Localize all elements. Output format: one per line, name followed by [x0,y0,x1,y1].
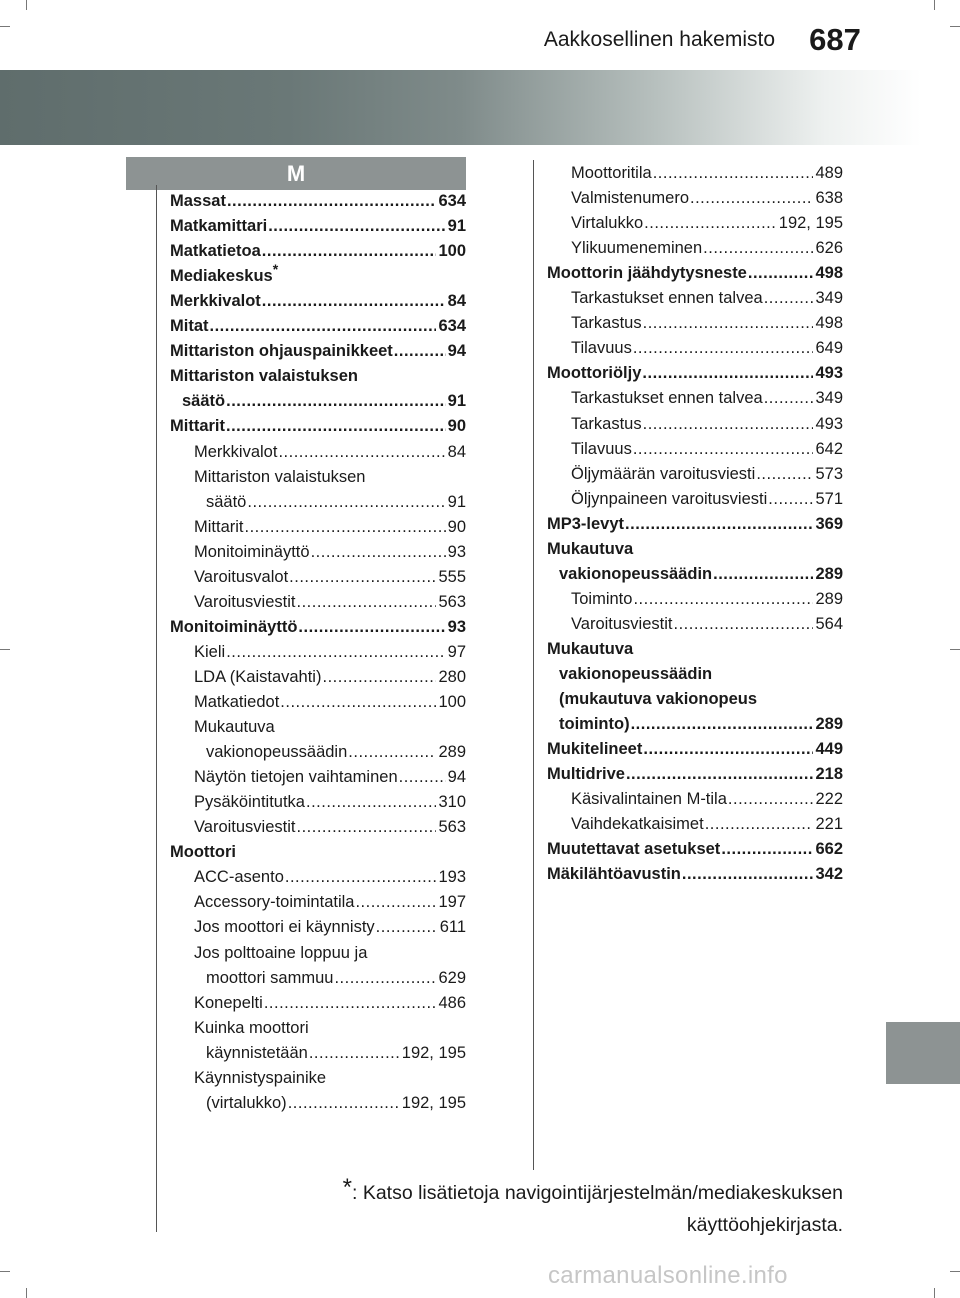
leader-dots [653,161,814,186]
leader-dots [644,211,777,236]
index-entry-label: Matkamittari [170,217,268,236]
crop-mark [26,0,27,10]
index-entry-label: vakionopeussäädin [206,743,348,762]
left-column-rule [156,185,157,1232]
index-entry-page: 634 [438,192,466,210]
leader-dots [262,239,437,264]
leader-dots [703,236,813,261]
index-entry [559,662,843,687]
index-entry-label: Massat [170,192,226,210]
index-entry-label: Moottori [170,843,236,862]
index-entry-label: Moottoriöljy [547,364,642,383]
index-entry-label: (virtalukko) [206,1093,287,1112]
crop-mark [0,649,10,650]
leader-dots [643,412,814,437]
index-entry [547,862,843,887]
index-entry-page: 192, 195 [778,214,843,233]
leader-dots [311,540,446,565]
leader-dots [625,512,813,537]
index-entry-label: Konepelti [194,993,263,1012]
index-entry-label: Varoitusvalot [194,567,289,586]
footnote-star: * [342,1174,352,1201]
leader-dots [306,790,436,815]
index-entry-label: Mukautuva [547,639,634,658]
leader-dots [682,862,814,887]
leader-dots [322,665,436,690]
index-entry-page: 634 [438,317,466,336]
index-entry [206,966,466,991]
index-entry-page: 222 [815,790,843,809]
index-entry-label: moottori sammuu [206,968,334,987]
index-entry-page: 342 [815,865,843,884]
index-entry [571,286,843,311]
index-entry-page: 486 [438,993,466,1012]
index-entry-label: Tarkastus [571,314,642,333]
index-entry [547,537,843,562]
index-entry-page: 349 [815,389,843,408]
index-entry-label: Merkkivalot [170,292,261,311]
index-entry-page: 93 [447,617,466,636]
index-entry-page: 289 [815,589,843,608]
index-entry-page: 493 [815,414,843,433]
index-entry-label: Öljymäärän varoitusviesti [571,464,756,483]
index-entry-label: Käynnistyspainike [194,1068,327,1087]
index-entry [559,687,843,712]
index-entry-page: 289 [815,715,843,734]
leader-dots [764,386,814,411]
index-entry [194,590,466,615]
index-entry-label: Jos polttoaine loppuu ja [194,943,368,962]
index-entry-label: Mukitelineet [547,740,643,759]
index-entry [194,715,466,740]
index-entry-page: 349 [815,289,843,308]
index-entry-page: 629 [438,968,466,987]
index-entry-label: Matkatiedot [194,693,280,711]
leader-dots [756,462,813,487]
index-entry [194,1016,466,1041]
index-entry-label: ACC-asento [194,868,284,887]
leader-dots [642,361,813,386]
index-entry [571,787,843,812]
leader-dots [278,440,445,465]
index-entry-label: toiminto) [559,715,630,734]
index-entry-label: Varoitusviestit [194,592,296,611]
index-entry-page: 563 [438,592,466,611]
index-entry-label: Valmistenumero [571,189,689,208]
index-entry [194,690,466,715]
index-entry-label: Käsivalintainen M-tila [571,790,727,809]
index-entry-label: Kieli [194,642,226,661]
index-entry-label: Vaihdekatkaisimet [571,815,704,834]
footnote-marker: * [272,261,279,278]
index-entry-label: Moottorin jäähdytysneste [547,264,747,283]
leader-dots [394,339,446,364]
index-entry-page: 193 [438,868,466,887]
index-entry-label: Mittariston ohjauspainikkeet [170,342,393,361]
leader-dots [268,214,445,239]
index-entry-page: 218 [815,765,843,784]
index-entry-label: Varoitusviestit [571,614,673,633]
index-entry [547,361,843,386]
leader-dots [643,311,814,336]
index-entry [194,890,466,915]
leader-dots [334,966,436,991]
index-entry-label: Mittarit [170,417,225,436]
leader-dots [226,640,445,665]
index-entry [547,637,843,662]
index-entry [194,565,466,590]
leader-dots [247,490,445,515]
leader-dots [768,487,813,512]
index-entry-label: Tilavuus [571,339,632,358]
leader-dots [626,762,814,787]
crop-mark [0,1271,10,1272]
index-entry-page: 289 [815,564,843,583]
index-entry-label: Tarkastukset ennen talvea [571,389,763,408]
index-entry-page: 571 [815,489,843,508]
index-entry [547,737,843,762]
index-entry [170,339,466,364]
leader-dots [705,812,814,837]
crop-mark [950,649,960,650]
index-entry-label: Mediakeskus* [170,261,279,286]
index-entry-label: Matkatietoa [170,242,261,261]
index-entry-page: 94 [447,342,466,361]
leader-dots [227,189,437,214]
leader-dots [631,712,814,737]
index-entry-page: 563 [438,818,466,837]
column-divider [533,160,534,1170]
index-entry-label: Öljynpaineen varoitusviesti [571,489,768,508]
crop-mark [26,1288,27,1298]
index-entry-page: 498 [815,264,843,283]
index-entry-page: 498 [815,314,843,333]
index-entry-page: 493 [815,364,843,383]
index-entry [194,790,466,815]
leader-dots [226,414,446,439]
index-entry [571,812,843,837]
index-entry [194,915,466,940]
footnote-line-2: käyttöohjekirjasta. [686,1214,843,1236]
leader-dots [298,615,445,640]
leader-dots [245,515,446,540]
leader-dots [296,590,436,615]
index-entry-label: Mittariston valaistuksen [194,467,366,486]
index-entry-page: 626 [815,239,843,258]
index-entry [194,815,466,840]
index-entry [194,640,466,665]
index-entry-label: MP3-levyt [547,514,625,533]
index-entry-label: Monitoiminäyttö [170,617,298,636]
index-entry [547,762,843,787]
index-entry-label: Multidrive [547,765,625,784]
index-entry-label: Tarkastukset ennen talvea [571,289,763,308]
index-entry-page: 84 [447,442,466,461]
crop-mark [934,1288,935,1298]
leader-dots [713,562,813,587]
index-entry [206,1041,466,1066]
index-entry [194,991,466,1016]
leader-dots [376,915,438,940]
index-entry-label: Tilavuus [571,439,632,458]
leader-dots [748,261,814,286]
index-entry-label: Toiminto [571,589,633,608]
index-entry-page: 280 [438,667,466,686]
index-entry-page: 662 [815,840,843,859]
crop-mark [950,26,960,27]
leader-dots [210,314,437,339]
index-entry-page: 489 [815,164,843,182]
index-entry-label: Mittarit [194,517,244,536]
crop-mark [0,26,10,27]
leader-dots [348,740,436,765]
index-entry-page: 611 [439,918,466,937]
index-entry-page: 555 [438,567,466,586]
leader-dots [728,787,814,812]
index-entry [571,336,843,361]
leader-dots [673,612,813,637]
footnote-line-1: *: Katso lisätietoja navigointijärjestelmän/mediakeskuksen [342,1174,843,1204]
index-entry-label: Muutettavat asetukset [547,840,721,859]
index-entry-page: 97 [447,642,466,661]
leader-dots [285,865,437,890]
index-entry [571,236,843,261]
leader-dots [262,289,446,314]
index-entry-page: 91 [447,392,466,411]
index-entry-page: 573 [815,464,843,483]
index-entry-label: Merkkivalot [194,442,278,461]
index-entry-page: 197 [438,893,466,912]
index-entry-page: 91 [447,492,466,511]
index-entry-label: Kuinka moottori [194,1018,309,1037]
index-entry [571,211,843,236]
leader-dots [643,737,813,762]
index-entry [206,740,466,765]
index-entry [194,440,466,465]
index-entry-label: Tarkastus [571,414,642,433]
watermark: carmanualsonline.info [548,1262,788,1289]
index-entry-label: Ylikuumeneminen [571,239,703,258]
index-entry [194,865,466,890]
index-entry-page: 642 [815,439,843,458]
index-entry-page: 90 [447,417,466,436]
leader-dots [280,690,436,715]
index-entry [571,462,843,487]
index-entry [547,512,843,537]
index-entry [571,437,843,462]
index-entry [194,1066,466,1091]
index-entry [194,765,466,790]
index-entry-page: 449 [815,740,843,759]
page-number: 687 [809,22,861,57]
index-entry [571,161,843,186]
index-entry-label: LDA (Kaistavahti) [194,667,322,686]
crop-mark [934,0,935,10]
index-entry-label: Jos moottori ei käynnisty [194,918,375,937]
index-entry-page: 369 [815,514,843,533]
index-entry-page: 564 [815,614,843,633]
index-entry-label: säätö [206,492,247,511]
index-entry-label: Näytön tietojen vaihtaminen [194,768,398,787]
leader-dots [296,815,436,840]
index-entry [170,261,466,289]
leader-dots [633,587,813,612]
index-entry [194,540,466,565]
index-entry-page: 100 [438,693,466,711]
index-entry [571,186,843,211]
index-entry [547,837,843,862]
index-side-tab [886,1022,960,1084]
index-entry-page: 192, 195 [401,1093,466,1112]
index-entry-page: 192, 195 [401,1043,466,1062]
index-entry [194,941,466,966]
index-entry-label: Mukautuva [194,718,275,737]
index-entry-page: 649 [815,339,843,358]
index-entry [571,412,843,437]
leader-dots [309,1041,400,1066]
index-entry-page: 638 [815,189,843,208]
index-entry [194,515,466,540]
index-entry-page: 310 [438,793,466,812]
index-entry [194,465,466,490]
index-entry-label: vakionopeussäädin [559,665,713,683]
index-entry [194,665,466,690]
index-entry-label: Monitoiminäyttö [194,542,310,561]
leader-dots [288,1091,400,1116]
index-entry-label: käynnistetään [206,1043,308,1062]
index-entry [170,414,466,439]
index-entry-label: Mäkilähtöavustin [547,865,681,884]
leader-dots [764,286,814,311]
index-entry [571,587,843,612]
index-entry [170,840,466,865]
index-entry [206,490,466,515]
index-entry [571,487,843,512]
index-entry-page: 90 [447,517,466,536]
leader-dots [721,837,813,862]
leader-dots [690,186,813,211]
index-entry [547,261,843,286]
leader-dots [289,565,436,590]
index-entry [559,562,843,587]
index-entry-page: 289 [438,743,466,762]
header-band [0,70,960,145]
crop-mark [950,1271,960,1272]
leader-dots [633,336,814,361]
index-entry-page: 221 [815,815,843,834]
index-entry-label: Pysäköintitutka [194,793,305,812]
index-entry [170,314,466,339]
leader-dots [226,389,446,414]
leader-dots [355,890,436,915]
index-entry [170,289,466,314]
index-entry-label: Varoitusviestit [194,818,296,837]
index-entry [170,214,466,239]
index-entry-label: Mittariston valaistuksen [170,367,358,386]
index-entry [170,239,466,264]
leader-dots [633,437,814,462]
header-title: Aakkosellinen hakemisto [543,28,775,51]
index-entry [571,612,843,637]
index-entry-page: 91 [447,217,466,236]
index-entry-page: 84 [447,292,466,311]
index-entry [571,311,843,336]
index-entry-label: Mukautuva [547,539,634,558]
leader-dots [399,765,446,790]
index-entry-label: Moottoritila [571,164,652,182]
index-entry-label: Accessory-toimintatila [194,893,355,912]
index-entry [559,712,843,737]
index-entry-label: (mukautuva vakionopeus [559,690,758,709]
index-entry-page: 100 [438,242,466,261]
index-entry-label: säätö [182,392,226,411]
index-entry-page: 93 [447,542,466,561]
index-entry-page: 94 [447,768,466,787]
footnote [270,1172,843,1241]
index-entry [206,1091,466,1116]
section-letter-bar: M [126,157,466,190]
leader-dots [264,991,437,1016]
index-entry [571,386,843,411]
index-entry-label: Mitat [170,317,209,336]
index-entry [170,189,466,214]
index-entry-label: vakionopeussäädin [559,564,713,583]
index-entry [182,389,466,414]
index-entry [170,364,466,389]
index-entry-label: Virtalukko [571,214,644,233]
index-entry [170,615,466,640]
